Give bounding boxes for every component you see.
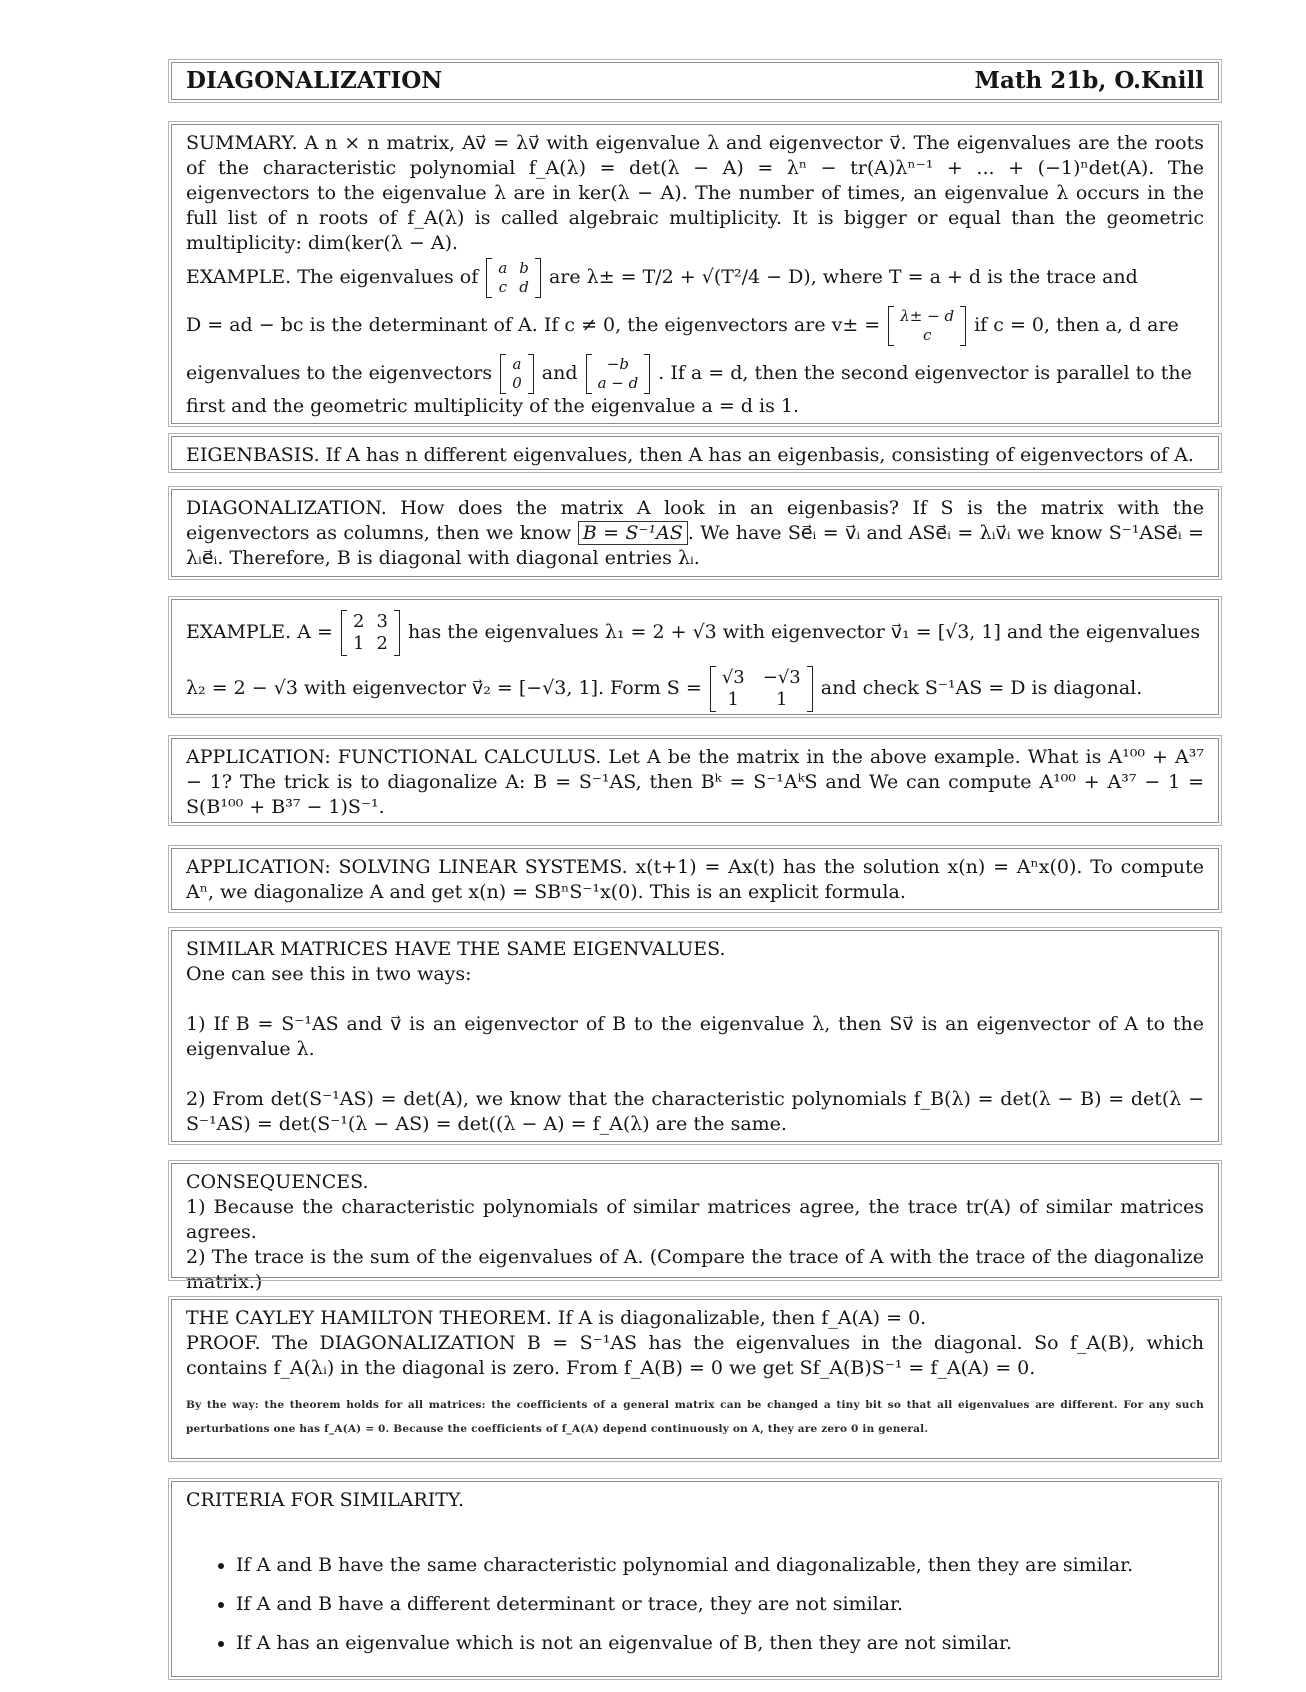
diagonalization-text	[186, 496, 1204, 571]
cayley-hamilton-box	[171, 1299, 1219, 1459]
matrix-cell: 1	[352, 633, 365, 654]
consequences-box	[171, 1163, 1219, 1293]
list-item: • If A and B have the same characteristic polynomial and diagonalizable, then they are similar.	[236, 1553, 1204, 1578]
matrix-abcd	[486, 258, 541, 298]
matrix-S	[710, 666, 813, 712]
similar-matrices-box	[171, 930, 1219, 1142]
summary-example-text-c: D = ad − bc is the determinant of A. If c ≠ 0, the eigenvectors are v± =	[186, 314, 881, 336]
diagonalization-text-b: . We have Se⃗ᵢ = v⃗ᵢ and ASe⃗ᵢ = λᵢv⃗ᵢ we know S⁻¹ASe⃗ᵢ = λᵢe⃗ᵢ. Therefore, B is diagonal with diagonal entries λᵢ.	[186, 522, 1204, 569]
matrix-cell: 0	[512, 374, 522, 392]
example-text-b: has the eigenvalues λ₁ = 2 + √3 with eigenvector v⃗₁ = [√3, 1] and the eigenvalues	[407, 621, 1201, 643]
example-text-d: and check S⁻¹AS = D is diagonal.	[820, 677, 1143, 699]
matrix-A	[341, 610, 400, 656]
cayley-note: By the way: the theorem holds for all matrices: the coefficients of a general matrix can be changed a tiny bit so that all eigenvalues are different. For any such perturbations one has f_A(A) = 0. Because the coefficients of f_A(A) depend continuously on A, they are zero 0 in general.	[186, 1399, 1204, 1435]
summary-example-and: and	[541, 362, 578, 384]
linear-systems-box	[171, 848, 1219, 910]
matrix-cell: 3	[376, 611, 388, 632]
criteria-list	[186, 1553, 1204, 1656]
linear-systems-text: APPLICATION: SOLVING LINEAR SYSTEMS. x(t+1) = Ax(t) has the solution x(n) = Aⁿx(0). To compute Aⁿ, we diagonalize A and get x(n) = SBⁿS⁻¹x(0). This is an explicit formula.	[186, 856, 1204, 903]
example-text-c: λ₂ = 2 − √3 with eigenvector v⃗₂ = [−√3, 1]. Form S =	[186, 677, 702, 699]
matrix-cell: −√3	[762, 667, 801, 688]
criteria-box	[171, 1481, 1219, 1677]
summary-example-line-4: first and the geometric multiplicity of the eigenvalue a = d is 1.	[186, 395, 799, 417]
cayley-proof: PROOF. The DIAGONALIZATION B = S⁻¹AS has the eigenvalues in the diagonal. So f_A(B), which contains f_A(λᵢ) in the diagonal is zero. From f_A(B) = 0 we get Sf_A(B)S⁻¹ = f_A(A) = 0.	[186, 1332, 1204, 1379]
course-label: Math 21b, O.Knill	[974, 67, 1204, 94]
example-box	[171, 599, 1219, 715]
eigenbasis-box	[171, 436, 1219, 470]
matrix-cell: 2	[376, 633, 388, 654]
matrix-cell: c	[498, 278, 508, 296]
summary-example-text-d: if c = 0, then a, d are	[974, 314, 1179, 336]
header-box	[171, 62, 1219, 100]
consequences-title: CONSEQUENCES.	[186, 1171, 369, 1193]
matrix-cell: a	[512, 355, 522, 373]
matrix-cell: c	[922, 326, 932, 344]
example-line-2	[186, 666, 1204, 712]
matrix-cell: b	[519, 259, 529, 277]
list-item: • If A has an eigenvalue which is not an eigenvalue of B, then they are not similar.	[236, 1631, 1204, 1656]
summary-example-text-a: EXAMPLE. The eigenvalues of	[186, 266, 479, 288]
matrix-cell: 1	[776, 689, 788, 710]
matrix-cell: 1	[727, 689, 739, 710]
example-line-1	[186, 610, 1204, 656]
criteria-title: CRITERIA FOR SIMILARITY.	[186, 1489, 465, 1511]
page-title: DIAGONALIZATION	[186, 67, 443, 94]
summary-example-line-2	[186, 306, 1204, 346]
matrix-cell: √3	[721, 667, 745, 688]
summary-example-text-e: eigenvalues to the eigenvectors	[186, 362, 493, 384]
similar-point-1: 1) If B = S⁻¹AS and v⃗ is an eigenvector of B to the eigenvalue λ, then Sv⃗ is an eigenvector of A to the eigenvalue λ.	[186, 1013, 1204, 1060]
functional-calculus-text: APPLICATION: FUNCTIONAL CALCULUS. Let A be the matrix in the above example. What is A¹⁰⁰ + A³⁷ − 1? The trick is to diagonalize A: B = S⁻¹AS, then Bᵏ = S⁻¹AᵏS and We can compute A¹⁰⁰ + A³⁷ − 1 = S(B¹⁰⁰ + B³⁷ − 1)S⁻¹.	[186, 746, 1204, 818]
consequences-point-2: 2) The trace is the sum of the eigenvalues of A. (Compare the trace of A with the trace of the diagonalize matrix.)	[186, 1246, 1204, 1293]
diagonalization-text-a: DIAGONALIZATION. How does the matrix A look in an eigenbasis? If S is the matrix with the eigenvectors as columns, then we know	[186, 497, 1204, 544]
matrix-cell: a − d	[597, 374, 639, 392]
matrix-cell: a	[498, 259, 508, 277]
boxed-formula: B = S⁻¹AS	[578, 521, 688, 545]
consequences-point-1: 1) Because the characteristic polynomials of similar matrices agree, the trace tr(A) of similar matrices agrees.	[186, 1196, 1204, 1243]
matrix-cell: λ± − d	[900, 307, 955, 325]
matrix-eigvec	[888, 306, 966, 346]
list-item: • If A and B have a different determinant or trace, they are not similar.	[236, 1592, 1204, 1617]
similar-point-2: 2) From det(S⁻¹AS) = det(A), we know that the characteristic polynomials f_B(λ) = det(λ − B) = det(λ − S⁻¹AS) = det(S⁻¹(λ − AS) = det((λ − A) = f_A(λ) are the same.	[186, 1088, 1204, 1135]
eigenbasis-text: EIGENBASIS. If A has n different eigenvalues, then A has an eigenbasis, consisting of eigenvectors of A.	[186, 444, 1194, 466]
matrix-cell: −b	[606, 355, 629, 373]
similar-intro: One can see this in two ways:	[186, 963, 472, 985]
summary-example-text-f: . If a = d, then the second eigenvector is parallel to the	[658, 362, 1192, 384]
summary-box	[171, 124, 1219, 424]
functional-calculus-box	[171, 738, 1219, 823]
similar-title: SIMILAR MATRICES HAVE THE SAME EIGENVALUES.	[186, 938, 726, 960]
summary-example-line-3	[186, 354, 1204, 394]
matrix-b-ad	[586, 354, 651, 394]
summary-text: SUMMARY. A n × n matrix, Av⃗ = λv⃗ with eigenvalue λ and eigenvector v⃗. The eigenvalues are the roots of the characteristic polynomial f_A(λ) = det(λ − A) = λⁿ − tr(A)λⁿ⁻¹ + ... + (−1)ⁿdet(A). The eigenvectors to the eigenvalue λ are in ker(λ − A). The number of times, an eigenvalue λ occurs in the full list of n roots of f_A(λ) is called algebraic multiplicity. It is bigger or equal than the geometric multiplicity: dim(ker(λ − A).	[186, 132, 1204, 254]
diagonalization-box	[171, 489, 1219, 577]
example-text-a: EXAMPLE. A =	[186, 621, 333, 643]
matrix-a0	[500, 354, 534, 394]
matrix-cell: d	[519, 278, 529, 296]
summary-example-line	[186, 258, 1204, 298]
matrix-cell: 2	[352, 611, 365, 632]
summary-example-text-b: are λ± = T/2 + √(T²/4 − D), where T = a + d is the trace and	[548, 266, 1138, 288]
cayley-statement: THE CAYLEY HAMILTON THEOREM. If A is diagonalizable, then f_A(A) = 0.	[186, 1307, 927, 1329]
